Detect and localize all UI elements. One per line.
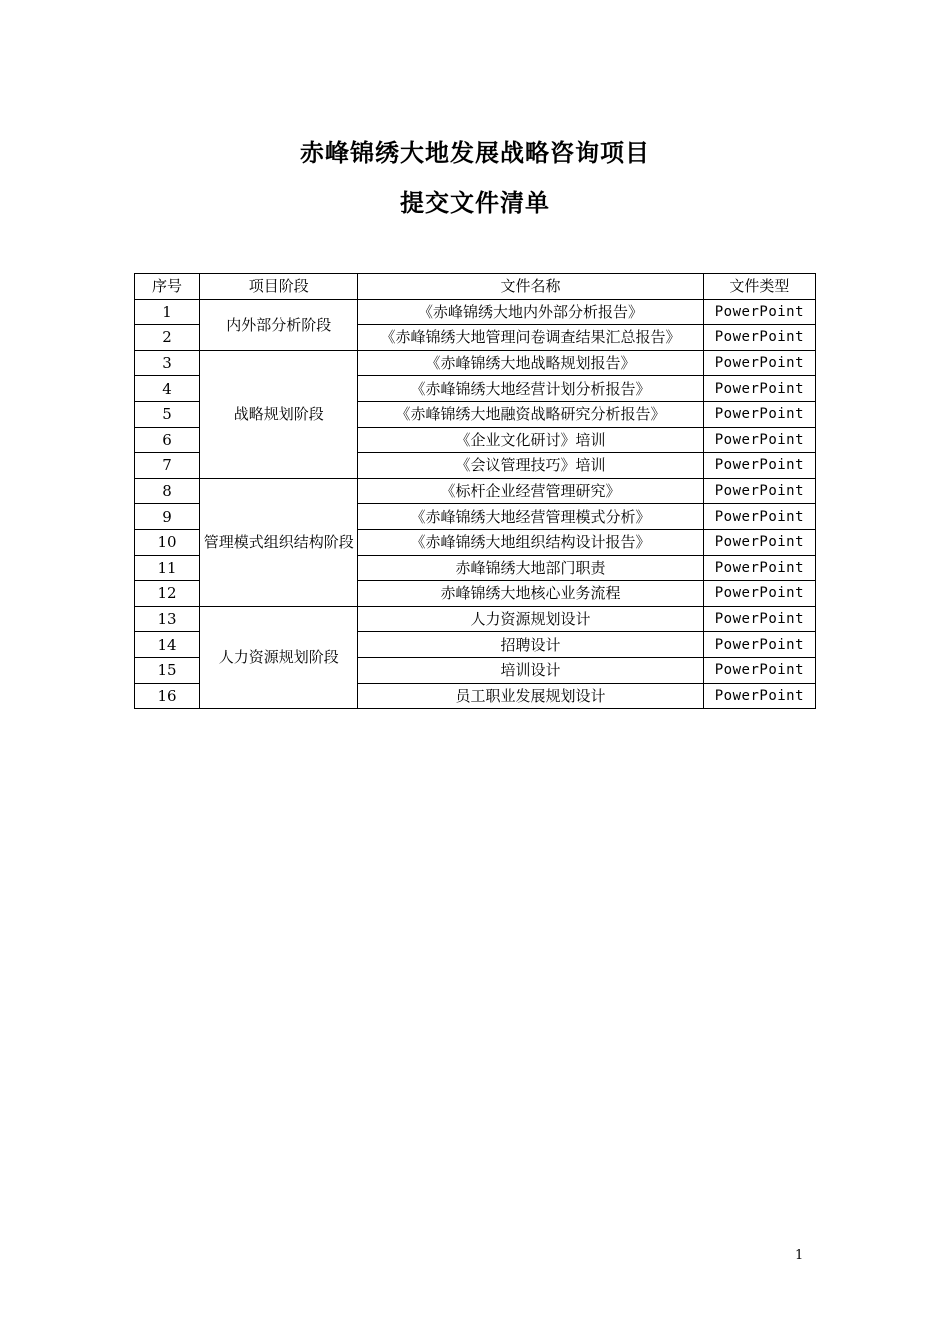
document-title: 赤峰锦绣大地发展战略咨询项目 [300, 139, 650, 167]
file-type: PowerPoint [703, 504, 815, 530]
file-name: 人力资源规划设计 [358, 606, 704, 632]
file-name: 《标杆企业经营管理研究》 [358, 478, 704, 504]
row-no: 3 [135, 350, 200, 376]
header-no: 序号 [135, 274, 200, 300]
file-type: PowerPoint [703, 683, 815, 709]
row-no: 16 [135, 683, 200, 709]
row-no: 2 [135, 325, 200, 351]
file-name: 《赤峰锦绣大地经营管理模式分析》 [358, 504, 704, 530]
file-type: PowerPoint [703, 427, 815, 453]
table-header-row [135, 274, 816, 300]
file-type: PowerPoint [703, 555, 815, 581]
row-no: 6 [135, 427, 200, 453]
row-no: 4 [135, 376, 200, 402]
file-type: PowerPoint [703, 606, 815, 632]
file-type: PowerPoint [703, 632, 815, 658]
row-no: 15 [135, 657, 200, 683]
file-name: 《会议管理技巧》培训 [358, 453, 704, 479]
row-no: 12 [135, 581, 200, 607]
file-name: 员工职业发展规划设计 [358, 683, 704, 709]
file-name: 《赤峰锦绣大地组织结构设计报告》 [358, 529, 704, 555]
file-type: PowerPoint [703, 581, 815, 607]
file-name: 《赤峰锦绣大地战略规划报告》 [358, 350, 704, 376]
file-name: 招聘设计 [358, 632, 704, 658]
row-no: 14 [135, 632, 200, 658]
header-type: 文件类型 [703, 274, 815, 300]
row-no: 9 [135, 504, 200, 530]
file-name: 《企业文化研讨》培训 [358, 427, 704, 453]
file-name: 《赤峰锦绣大地经营计划分析报告》 [358, 376, 704, 402]
stage-cell: 人力资源规划阶段 [200, 606, 358, 708]
file-type: PowerPoint [703, 299, 815, 325]
file-type: PowerPoint [703, 453, 815, 479]
table-row [135, 606, 816, 632]
file-name: 赤峰锦绣大地部门职责 [358, 555, 704, 581]
stage-cell: 战略规划阶段 [200, 350, 358, 478]
file-name: 培训设计 [358, 657, 704, 683]
row-no: 1 [135, 299, 200, 325]
table-row [135, 478, 816, 504]
file-name: 《赤峰锦绣大地内外部分析报告》 [358, 299, 704, 325]
row-no: 7 [135, 453, 200, 479]
row-no: 8 [135, 478, 200, 504]
file-name: 《赤峰锦绣大地融资战略研究分析报告》 [358, 401, 704, 427]
file-name: 赤峰锦绣大地核心业务流程 [358, 581, 704, 607]
file-name: 《赤峰锦绣大地管理问卷调查结果汇总报告》 [358, 325, 704, 351]
stage-cell: 内外部分析阶段 [200, 299, 358, 350]
header-stage: 项目阶段 [200, 274, 358, 300]
file-type: PowerPoint [703, 350, 815, 376]
row-no: 5 [135, 401, 200, 427]
stage-cell: 管理模式组织结构阶段 [200, 478, 358, 606]
file-type: PowerPoint [703, 657, 815, 683]
file-type: PowerPoint [703, 376, 815, 402]
file-type: PowerPoint [703, 325, 815, 351]
file-list-table [134, 273, 816, 709]
table-row [135, 299, 816, 325]
file-type: PowerPoint [703, 478, 815, 504]
row-no: 13 [135, 606, 200, 632]
row-no: 10 [135, 529, 200, 555]
row-no: 11 [135, 555, 200, 581]
file-type: PowerPoint [703, 529, 815, 555]
table-row [135, 350, 816, 376]
page-number: 1 [795, 1248, 804, 1263]
file-type: PowerPoint [703, 401, 815, 427]
header-name: 文件名称 [358, 274, 704, 300]
document-subtitle: 提交文件清单 [400, 189, 550, 217]
